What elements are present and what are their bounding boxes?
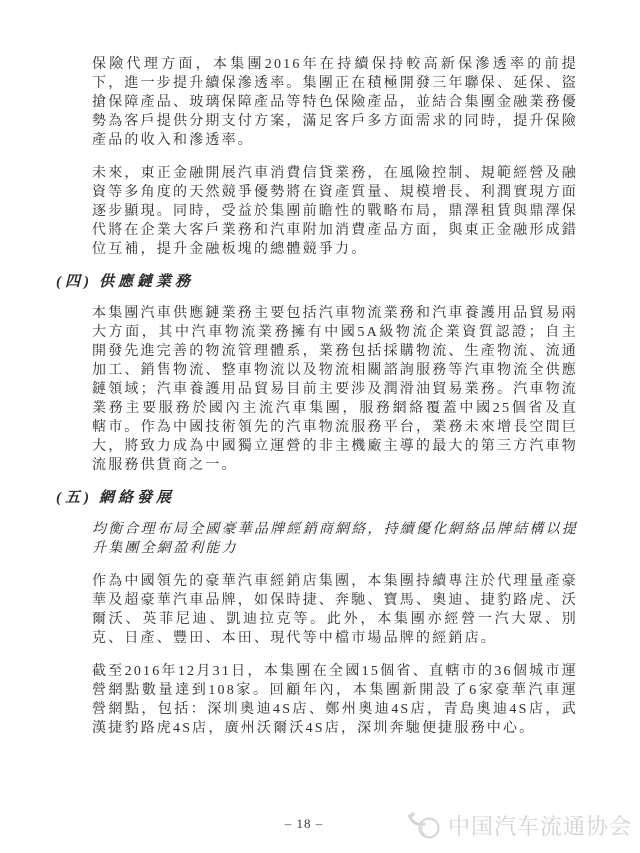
association-logo-icon — [407, 811, 443, 841]
section-heading-network-development — [56, 489, 578, 508]
intro-paragraph-insurance-agency: 保險代理方面，本集團2016年在持續保持較高新保滲透率的前提下，進一步提升續保滲透率。集團正在積極開發三年聯保、延保、盜搶保障產品、玻璃保障產品等特色保險產品，並結合集團金融業務優勢為客戶提供分期支付方案，滿足客戶多方面需求的同時，提升保險產品的收入和滲透率。 — [92, 57, 578, 148]
section-paragraph-supply-chain: 本集團汽車供應鏈業務主要包括汽車物流業務和汽車養護用品貿易兩大方面，其中汽車物流業務擁有中國5A級物流企業資質認證；自主開發先進完善的物流管理體系，業務包括採購物流、生產物流、流通加工、銷售物流、整車物流以及物流相關諮詢服務等汽車物流全供應鏈領域；汽車養護用品貿易目前主要涉及潤滑油貿易業務。汽車物流業務主要服務於國內主流汽車集團，服務網絡覆蓋中國25個省及直轄市。作為中國技術領先的汽車物流服務平台，業務未來增長空間巨大，將致力成為中國獨立運營的非主機廠主導的最大的第三方汽車物流服務供貨商之一。 — [92, 306, 578, 473]
section-number: (五) — [56, 490, 93, 506]
section-lead-network-development: 均衡合理布局全國豪華品牌經銷商網絡，持續優化網絡品牌結構以提升集團全網盈利能力 — [92, 522, 578, 556]
section-number: (四) — [56, 274, 93, 290]
association-name: 中国汽车流通协会 — [447, 814, 632, 839]
intro-paragraph-auto-finance: 未來，東正金融開展汽車消費信貸業務，在風險控制、規範經營及融資等多角度的天然競爭優勢將在資產質量、規模增長、利潤實現方面逐步顯現。同時，受益於集團前瞻性的戰略布局，鼎澤租賃與鼎澤保代將在企業大客戶業務和汽車附加消費產品方面，與東正金融形成錯位互補，提升金融板塊的總體競爭力。 — [92, 166, 578, 257]
page-number: – 18 – — [284, 816, 324, 831]
document-content — [56, 55, 578, 752]
section-title: 網絡發展 — [99, 490, 176, 506]
section-title: 供應鏈業務 — [99, 274, 195, 290]
association-watermark — [407, 810, 632, 841]
section-heading-supply-chain — [56, 273, 578, 292]
section-paragraph-outlets: 截至2016年12月31日，本集團在全國15個省、直轄市的36個城市運營網點數量達到108家。回顧年內，本集團新開設了6家豪華汽車運營網點，包括：深圳奧迪4S店、鄭州奧迪4S店，青島奧迪4S店，武漢捷豹路虎4S店，廣州沃爾沃4S店，深圳奔馳便捷服務中心。 — [92, 664, 578, 736]
section-paragraph-brands: 作為中國領先的豪華汽車經銷店集團，本集團持續專注於代理量產豪華及超豪華汽車品牌，如保時捷、奔馳、寶馬、奧迪、捷豹路虎、沃爾沃、英菲尼迪、凱迪拉克等。此外，本集團亦經營一汽大眾、別克、日產、豐田、本田、現代等中檔市場品牌的經銷店。 — [92, 574, 578, 646]
